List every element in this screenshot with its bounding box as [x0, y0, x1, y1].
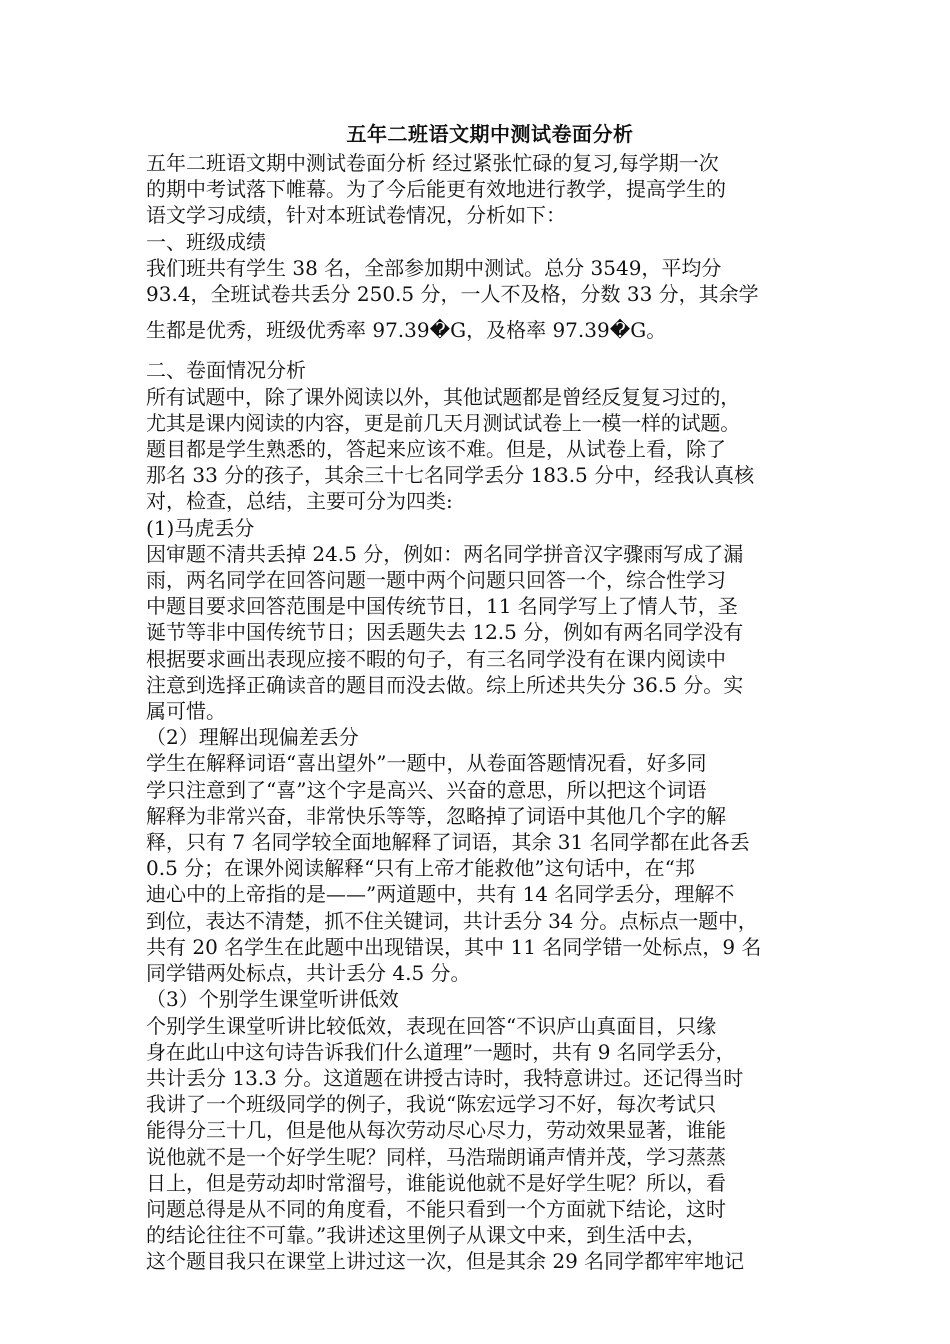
body-line: 对，检查，总结，主要可分为四类: [146, 489, 453, 514]
body-line: 学只注意到了“喜”这个字是高兴、兴奋的意思，所以把这个词语 [146, 777, 707, 802]
body-line: 的结论往往不可靠。”我讲述这里例子从课文中来，到生活中去， [146, 1223, 707, 1248]
subsection-heading: （3）个别学生课堂听讲低效 [146, 987, 399, 1012]
body-line: 那名 33 分的孩子，其余三十七名同学丢分 183.5 分中，经我认真核 [146, 463, 755, 488]
body-line: 能得分三十几，但是他从每次劳动尽心尽力，劳动效果显著，谁能 [146, 1118, 726, 1143]
subsection-heading: (1)马虎丢分 [146, 515, 255, 540]
body-line: 解释为非常兴奋，非常快乐等等，忽略掉了词语中其他几个字的解 [146, 803, 726, 828]
body-line: 到位，表达不清楚，抓不住关键词，共计丢分 34 分。点标点一题中， [146, 908, 758, 933]
body-line: 0.5 分；在课外阅读解释“只有上帝才能救他”这句话中，在“邦 [146, 856, 695, 881]
body-line: 说他就不是一个好学生呢？同样，马浩瑞朗诵声情并茂，学习蒸蒸 [146, 1144, 726, 1169]
body-line: 生都是优秀，班级优秀率 97.39�G，及格率 97.39�G。 [146, 318, 667, 343]
body-line: 因审题不清共丢掉 24.5 分，例如：两名同学拼音汉字骤雨写成了漏 [146, 541, 744, 566]
body-line: 我们班共有学生 38 名，全部参加期中测试。总分 3549，平均分 [146, 255, 722, 280]
body-line: 身在此山中这句诗告诉我们什么道理”一题时，共有 9 名同学丢分， [146, 1039, 736, 1064]
body-line: 雨，两名同学在回答问题一题中两个问题只回答一个，综合性学习 [146, 568, 726, 593]
body-line: 释，只有 7 名同学较全面地解释了词语，其余 31 名同学都在此各丢 [146, 830, 750, 855]
body-line: 根据要求画出表现应接不暇的句子，有三名同学没有在课内阅读中 [146, 646, 726, 671]
section-heading: 一、班级成绩 [146, 229, 266, 254]
document-title: 五年二班语文期中测试卷面分析 [346, 122, 634, 146]
document-page [146, 118, 814, 1275]
body-line: 题目都是学生熟悉的，答起来应该不难。但是，从试卷上看，除了 [146, 437, 726, 462]
section-heading: 二、卷面情况分析 [146, 358, 306, 383]
body-line: 学生在解释词语“喜出望外”一题中，从卷面答题情况看，好多同 [146, 751, 707, 776]
body-line: 迪心中的上帝指的是——”两道题中，共有 14 名同学丢分，理解不 [146, 882, 735, 907]
body-line: 共计丢分 13.3 分。这道题在讲授古诗时，我特意讲过。还记得当时 [146, 1065, 744, 1090]
body-line: 这个题目我只在课堂上讲过这一次，但是其余 29 名同学都牢牢地记 [146, 1249, 745, 1274]
body-line: 中题目要求回答范围是中国传统节日，11 名同学写上了情人节，圣 [146, 594, 738, 619]
body-line: 93.4，全班试卷共丢分 250.5 分，一人不及格，分数 33 分，其余学 [146, 282, 759, 307]
body-line: 共有 20 名学生在此题中出现错误，其中 11 名同学错一处标点，9 名 [146, 934, 762, 959]
body-line: 尤其是课内阅读的内容，更是前几天月测试试卷上一模一样的试题。 [146, 410, 740, 435]
body-line: 语文学习成绩，针对本班试卷情况，分析如下： [146, 203, 566, 228]
body-line: 我讲了一个班级同学的例子，我说“陈宏远学习不好，每次考试只 [146, 1092, 717, 1117]
body-line: 所有试题中，除了课外阅读以外，其他试题都是曾经反复复习过的， [146, 384, 740, 409]
body-line: 问题总得是从不同的角度看，不能只看到一个方面就下结论，这时 [146, 1196, 726, 1221]
document-body [146, 150, 814, 1275]
body-line: 日上，但是劳动却时常溜号，谁能说他就不是好学生呢？所以，看 [146, 1170, 726, 1195]
body-line: 个别学生课堂听讲比较低效，表现在回答“不识庐山真面目，只缘 [146, 1013, 717, 1038]
body-line: 同学错两处标点，共计丢分 4.5 分。 [146, 961, 471, 986]
body-line: 属可惜。 [146, 699, 226, 724]
body-line: 的期中考试落下帷幕。为了今后能更有效地进行教学，提高学生的 [146, 177, 726, 202]
body-line: 五年二班语文期中测试卷面分析 经过紧张忙碌的复习,每学期一次 [146, 151, 719, 175]
body-line: 注意到选择正确读音的题目而没去做。综上所述共失分 36.5 分。实 [146, 672, 744, 697]
body-line: 诞节等非中国传统节日；因丢题失去 12.5 分，例如有两名同学没有 [146, 620, 744, 645]
subsection-heading: （2）理解出现偏差丢分 [146, 725, 359, 750]
